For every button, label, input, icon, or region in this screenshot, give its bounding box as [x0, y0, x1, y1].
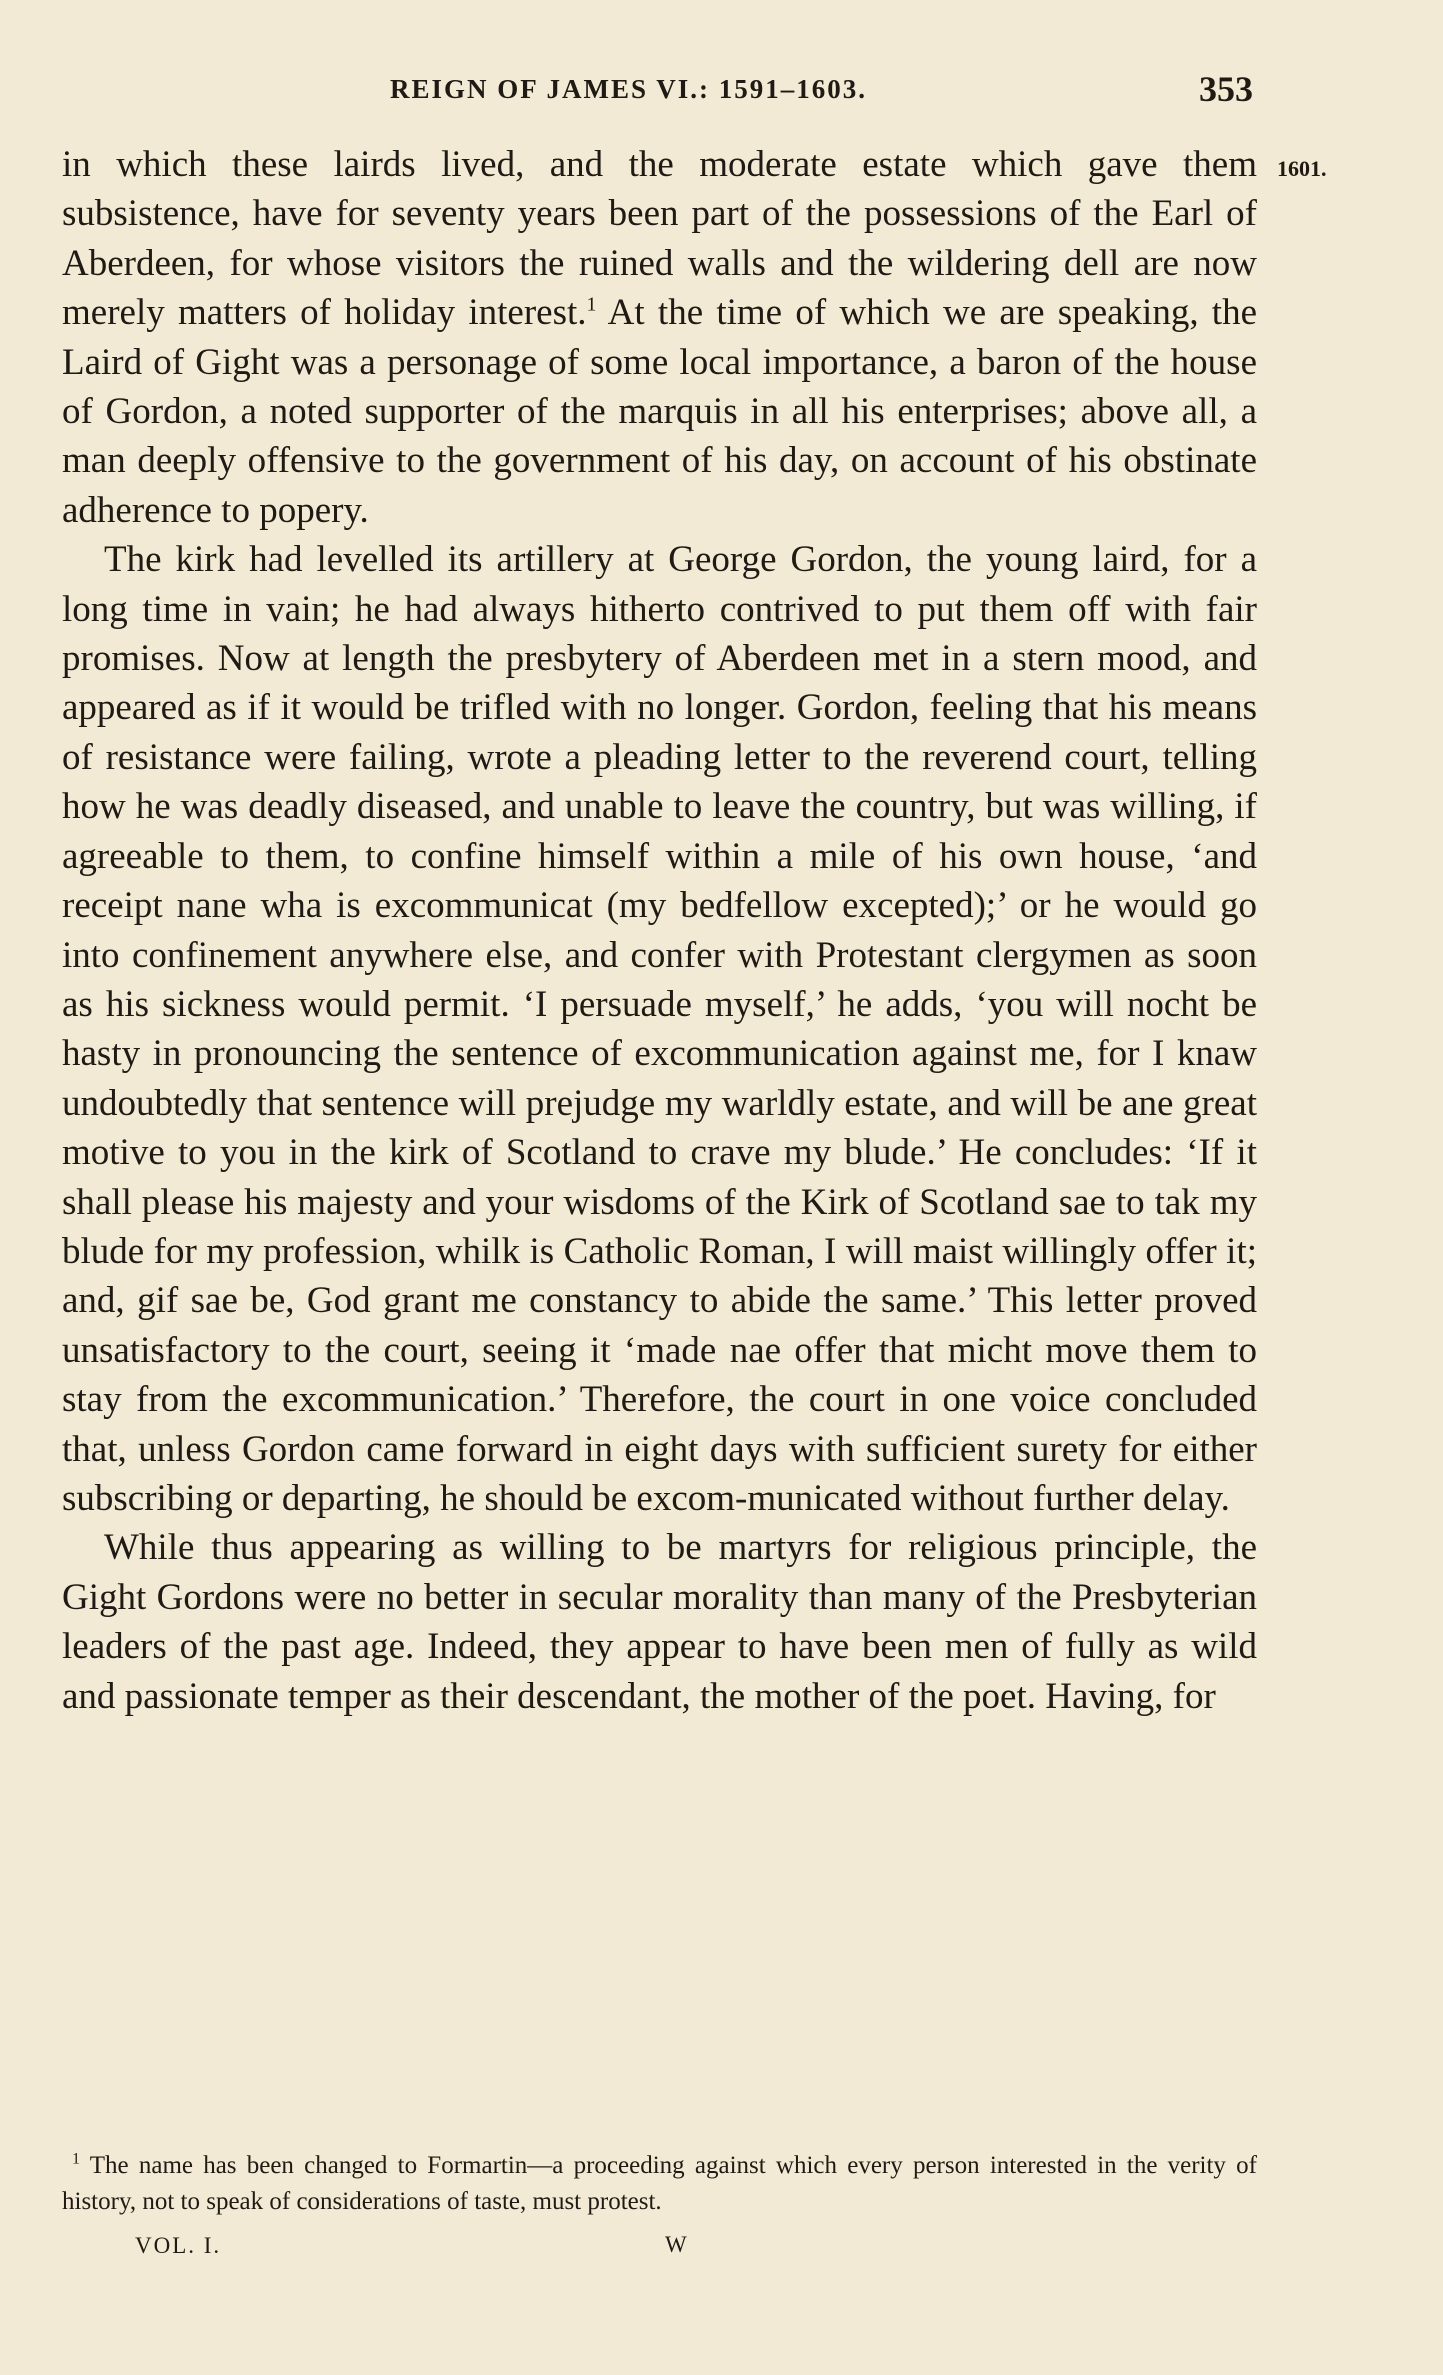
footnote-body: The name has been changed to Formartin—a proceeding against which every person interested in the verity of history, not to speak of considerations of taste, must protest. [62, 2152, 1257, 2215]
paragraph-martyrs: While thus appearing as willing to be martyrs for religious principle, the Gight Gordons were no better in secular morality than many of the Presbyterian leaders of the past age. Indeed, they appear to have been men of fully as wild and passionate temper as their descendant, the mother of the poet. Having, for [62, 1527, 1257, 1717]
volume-signature: VOL. I. [135, 2233, 222, 2258]
page-number: 353 [1199, 69, 1253, 109]
running-head: REIGN OF JAMES VI.: 1591–1603. [390, 74, 868, 104]
footnote-text [62, 2148, 1257, 2220]
footnote-mark: 1 [72, 2150, 80, 2168]
margin-year-note: 1601. [1277, 156, 1327, 181]
paragraph-text: in which these lairds lived, and the moderate estate which gave them subsistence, have for seventy years been part of the possessions of the Earl of Aberdeen, for whose visitors the ruined walls and the wildering dell are now merely matters of holiday interest. [62, 144, 1257, 334]
paragraph-text: At the time of which we are speaking, the Laird of Gight was a personage of some local importance, a baron of the house of Gordon, a noted supporter of the marquis in all his enterprises; above all, a man deeply offensive to the government of his day, on account of his obstinate adherence to popery. [62, 292, 1257, 531]
paragraph-continuation [62, 140, 1257, 535]
paragraph-kirk: The kirk had levelled its artillery at George Gordon, the young laird, for a long time in vain; he had always hitherto contrived to put them off with fair promises. Now at length the presbytery of Aberdeen met in a stern mood, and appeared as if it would be trifled with no longer. Gordon, feeling that his means of resistance were failing, wrote a pleading letter to the reverend court, telling how he was deadly diseased, and unable to leave the country, but was willing, if agreeable to them, to confine himself within a mile of his own house, ‘and receipt nane wha is excommunicat (my bedfellow excepted);’ or he would go into confinement anywhere else, and confer with Protestant clergymen as soon as his sickness would permit. ‘I persuade myself,’ he adds, ‘you will nocht be hasty in pronouncing the sentence of excommunication against me, for I knaw undoubtedly that sentence will prejudge my warldly estate, and will be ane great motive to you in the kirk of Scotland to crave my blude.’ He concludes: ‘If it shall please his majesty and your wisdoms of the Kirk of Scotland sae to tak my blude for my profession, whilk is Catholic Roman, I will maist willingly offer it; and, gif sae be, God grant me constancy to abide the same.’ This letter proved unsatisfactory to the court, seeing it ‘made nae offer that micht move them to stay from the excommunication.’ Therefore, the court in one voice concluded that, unless Gordon came forward in eight days with sufficient surety for either subscribing or departing, he should be excom-municated without further delay. [62, 539, 1257, 1519]
body-text [62, 140, 1257, 1721]
footnote [62, 2148, 1257, 2220]
footnote-reference: 1 [586, 293, 597, 316]
signature-mark: W [665, 2232, 687, 2257]
